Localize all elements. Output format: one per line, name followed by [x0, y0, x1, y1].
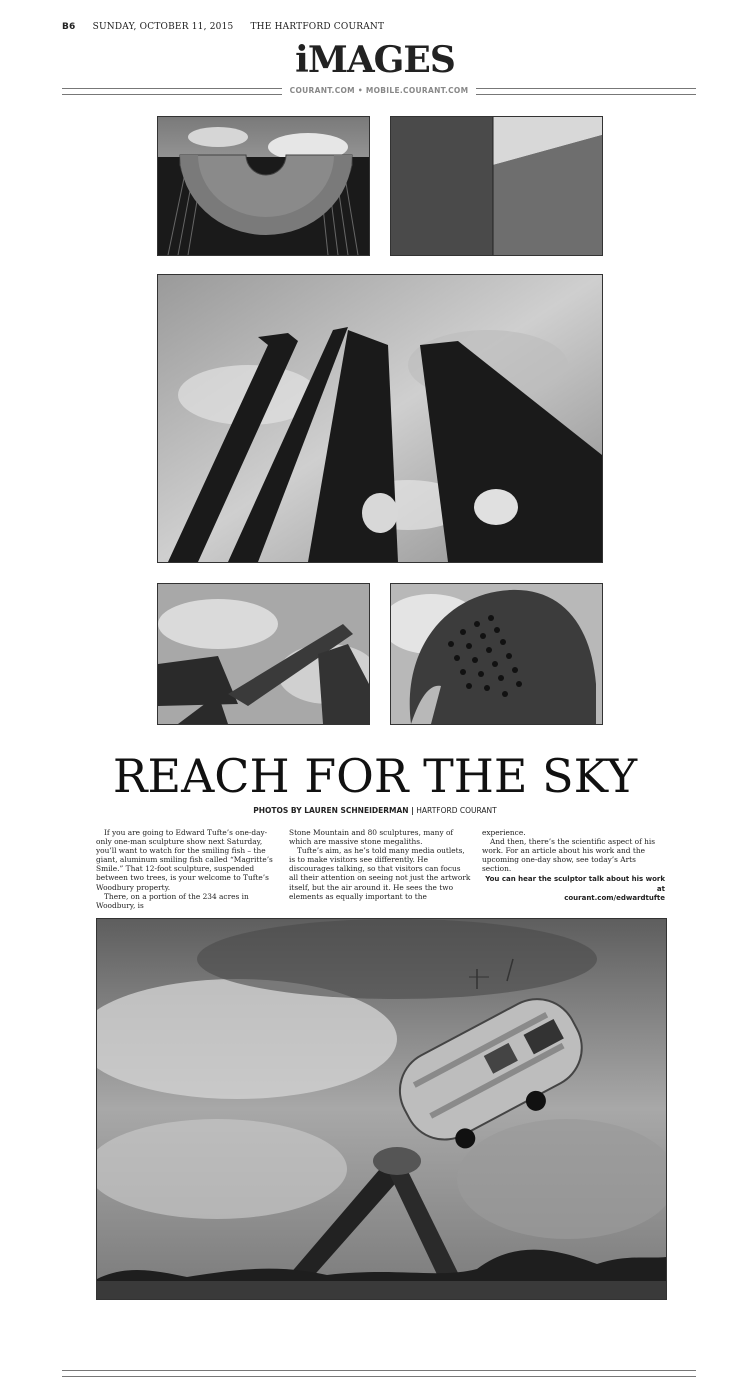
bottom-rule [62, 1370, 696, 1377]
newspaper-name: THE HARTFORD COURANT [250, 22, 385, 32]
credit-organization: HARTFORD COURANT [416, 806, 497, 815]
photographer-credit: PHOTOS BY LAUREN SCHNEIDERMAN | [253, 806, 414, 815]
section-masthead: iMAGES [295, 39, 455, 81]
photo-airstream-sculpture [96, 918, 667, 1300]
photo-arch-sculpture [157, 116, 370, 256]
article-body [96, 828, 666, 910]
wall-corner-image [391, 117, 602, 255]
photo-stone-lintel [157, 583, 370, 725]
slab-sculpture-image [158, 275, 602, 562]
article-paragraph: Stone Mountain and 80 sculptures, many of which are massive stone megaliths. [289, 828, 454, 847]
perforated-dome-image [391, 584, 602, 724]
airstream-sculpture-image [97, 919, 666, 1299]
publication-date: SUNDAY, OCTOBER 11, 2015 [92, 22, 234, 32]
headline: REACH FOR THE SKY [112, 749, 638, 803]
masthead-rule [62, 86, 696, 96]
promo-link[interactable]: courant.com/edwardtufte [564, 893, 665, 902]
folio-line [62, 22, 398, 32]
website-urls: COURANT.COM • MOBILE.COURANT.COM [289, 86, 469, 95]
article-column-1 [96, 828, 279, 910]
photo-credit [0, 806, 750, 815]
article-paragraph: If you are going to Edward Tufte’s one-day-only one-man sculpture show next Saturday, you’ll want to watch for the smiling fish – the giant, aluminum smiling fish called “Magritte’s Smile.” That 12-foot sculpture, suspended between two trees, is your welcome to Tufte’s Woodbury property. [96, 828, 273, 892]
promo-text: You can hear the sculptor talk about his work at [485, 875, 665, 893]
article-paragraph: There, on a portion of the 234 acres in Woodbury, is [96, 891, 249, 910]
arch-sculpture-image [158, 117, 369, 255]
photo-slab-sculpture [157, 274, 603, 563]
rule-left [62, 88, 282, 95]
stone-lintel-image [158, 584, 369, 724]
photo-wall-corner [390, 116, 603, 256]
rule-right [476, 88, 696, 95]
page-number: B6 [62, 22, 76, 32]
article-paragraph: And then, there’s the scientific aspect of his work. For an article about his work and the upcoming one-day show, see today’s Arts section. [482, 837, 656, 874]
article-paragraph: experience. [482, 828, 526, 837]
article-column-2 [289, 828, 472, 910]
article-column-3 [482, 828, 665, 910]
article-paragraph: Tufte’s aim, as he’s told many media outlets, is to make visitors see differently. He discourages talking, so that visitors can focus all their attention on seeing not just the artwork itself, but the air around it. He sees the two elements as equally important to the [289, 846, 471, 901]
photo-perforated-dome [390, 583, 603, 725]
